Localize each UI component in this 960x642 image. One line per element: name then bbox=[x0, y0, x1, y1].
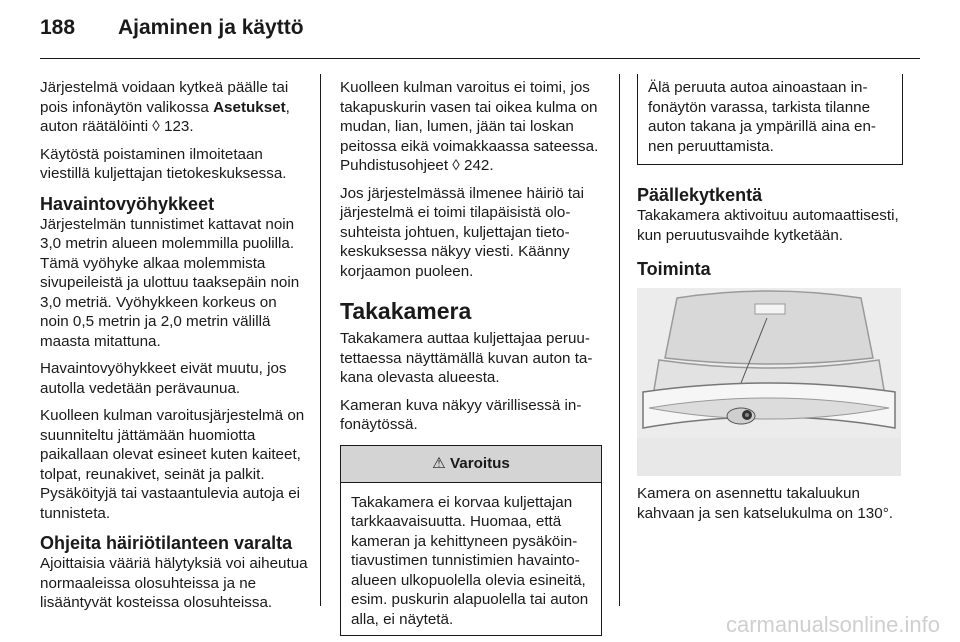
paragraph: Takakamera auttaa kuljettajaa peruutettaessa näyttämällä kuvan auton takana olevasta alueesta. bbox=[340, 330, 593, 386]
text: , auton räätälöinti ◊ 123. bbox=[40, 98, 290, 135]
warning-title: Varoitus bbox=[449, 454, 510, 472]
page-header bbox=[40, 16, 920, 50]
paragraph: Käytöstä poistaminen ilmoitetaan viestillä kuljettajan tietokeskuksessa. bbox=[40, 145, 287, 182]
paragraph: Takakamera aktivoituu automaattisesti, kun peruutusvaihde kytketään. bbox=[637, 207, 899, 244]
heading-detection-zones: Havaintovyöhykkeet bbox=[40, 193, 215, 214]
paragraph: Ajoittaisia vääriä hälytyksiä voi aiheutua normaaleissa olosuhteissa ja ne lisääntyvät kosteissa olosuhteissa. bbox=[40, 555, 308, 611]
heading-activation: Päällekytkentä bbox=[637, 185, 763, 205]
note-box: Älä peruuta autoa ainoastaan infonäytön varassa, tarkista tilanne auton takana ja ympärillä aina ennen peruuttamista. bbox=[637, 74, 903, 165]
heading-fault-instructions: Ohjeita häiriötilanteen varalta bbox=[40, 533, 293, 553]
header-divider bbox=[40, 58, 920, 59]
column-middle bbox=[340, 78, 602, 636]
heading-operation: Toiminta bbox=[637, 259, 711, 279]
column-right bbox=[637, 78, 903, 531]
heading-rear-camera: Takakamera bbox=[340, 298, 472, 324]
paragraph: Järjestelmän tunnistimet kattavat noin 3,0 metrin alueen molemmilla puolilla. Tämä vyöhyke alkaa molemmista sivupeileistä ja ulottuu taaksepäin noin 3,0 metriä. Vyöhykkeen korkeus on noin 0,5 metrin ja 2,0 metrin välillä maasta mitattuna. bbox=[40, 215, 300, 350]
paragraph: Havaintovyöhykkeet eivät muutu, jos autolla vedetään perävaunua. bbox=[40, 360, 287, 397]
column-divider-2 bbox=[619, 74, 620, 606]
page-number: 188 bbox=[40, 16, 76, 39]
page-title: Ajaminen ja käyttö bbox=[118, 16, 304, 39]
column-divider-1 bbox=[320, 74, 321, 606]
car-rear-drawing bbox=[637, 288, 901, 476]
warning-body: Takakamera ei korvaa kuljettajan tarkkaavaisuutta. Huomaa, että kameran ja kehittyneen pysäköintiavustimen tunnistimien havaintoalueen ulkopuolella olevia esineitä, esim. puskurin alapuolella tai auton alla, ei näytetä. bbox=[351, 493, 589, 628]
warning-box bbox=[340, 445, 602, 637]
warning-header bbox=[341, 446, 601, 483]
paragraph: Kuolleen kulman varoitusjärjestelmä on suunniteltu jättämään huomiotta paikallaan olevat esineet kuten kaiteet, tolpat, reunakivet, seinät ja palkit. Pysäköityjä tai vastaantulevia autoja ei tunnisteta. bbox=[40, 407, 305, 522]
text: Järjestelmä voidaan kytkeä päälle tai pois infonäytön valikossa bbox=[40, 79, 289, 116]
paragraph: Jos järjestelmässä ilmenee häiriö tai järjestelmä ei toimi tilapäisistä olosuhteista johtuen, kuljettajan tietokeskuksessa näkyy viesti. Käänny korjaamon puoleen. bbox=[340, 184, 584, 280]
rear-camera-illustration bbox=[637, 288, 901, 476]
warning-triangle-icon: ⚠ bbox=[432, 454, 446, 472]
paragraph: Kameran kuva näkyy värillisessä infonäytössä. bbox=[340, 396, 582, 433]
column-left bbox=[40, 78, 308, 621]
illustration-caption: Kamera on asennettu takaluukun kahvaan ja sen katselukulma on 130°. bbox=[637, 485, 893, 522]
paragraph bbox=[40, 78, 308, 137]
paragraph: Kuolleen kulman varoitus ei toimi, jos takapuskurin vasen tai oikea kulma on mudan, lian, lumen, jään tai loskan peitossa eikä voimakkaassa sateessa. Puhdistusohjeet ◊ 242. bbox=[340, 79, 599, 174]
menu-reference: Asetukset bbox=[213, 98, 286, 116]
watermark: carmanualsonline.info bbox=[725, 612, 940, 637]
